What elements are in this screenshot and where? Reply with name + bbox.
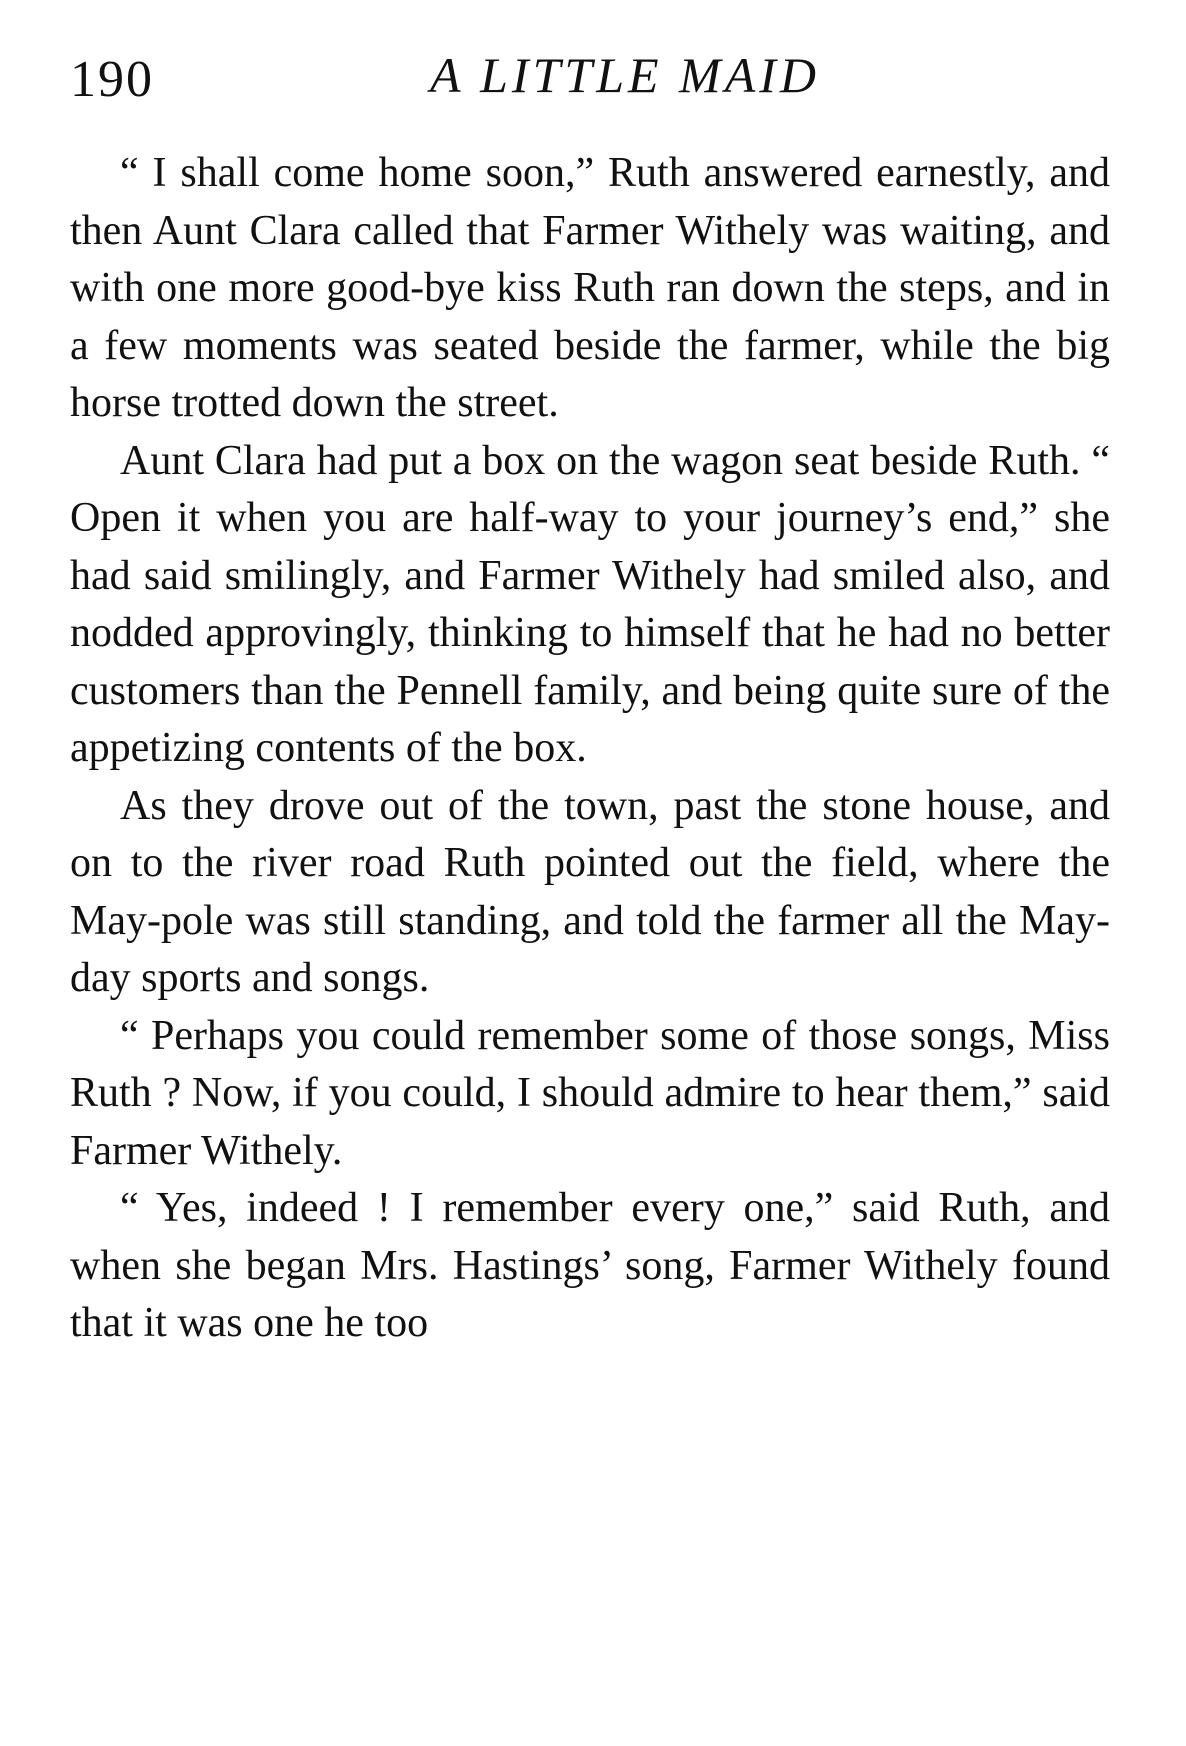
paragraph: “ Perhaps you could remember some of those songs, Miss Ruth ? Now, if you could, I should admire to hear them,” said Farmer Withely.	[70, 1012, 1110, 1174]
paragraph: “ I shall come home soon,” Ruth answered earnestly, and then Aunt Clara called that Farmer Withely was waiting, and with one more good-bye kiss Ruth ran down the steps, and in a few moments was seated beside the farmer, while the big horse trotted down the street.	[70, 150, 1110, 426]
paragraph: As they drove out of the town, past the stone house, and on to the river road Ruth pointed out the field, where the May-pole was still standing, and told the farmer all the May-day sports and songs.	[70, 782, 1110, 1001]
paragraph: Aunt Clara had put a box on the wagon seat beside Ruth. “ Open it when you are half-way to your journey’s end,” she had said smilingly, and Farmer Withely had smiled also, and nodded approvingly, thinking to himself that he had no better customers than the Pennell family, and being quite sure of the appetizing contents of the box.	[70, 437, 1110, 771]
running-head	[70, 40, 1120, 120]
running-title: A LITTLE MAID	[429, 47, 820, 103]
paragraph: “ Yes, indeed ! I remember every one,” said Ruth, and when she began Mrs. Hastings’ song, Farmer Withely found that it was one he too	[70, 1185, 1110, 1346]
page-number: 190	[70, 51, 154, 108]
body-text	[70, 145, 1110, 1353]
